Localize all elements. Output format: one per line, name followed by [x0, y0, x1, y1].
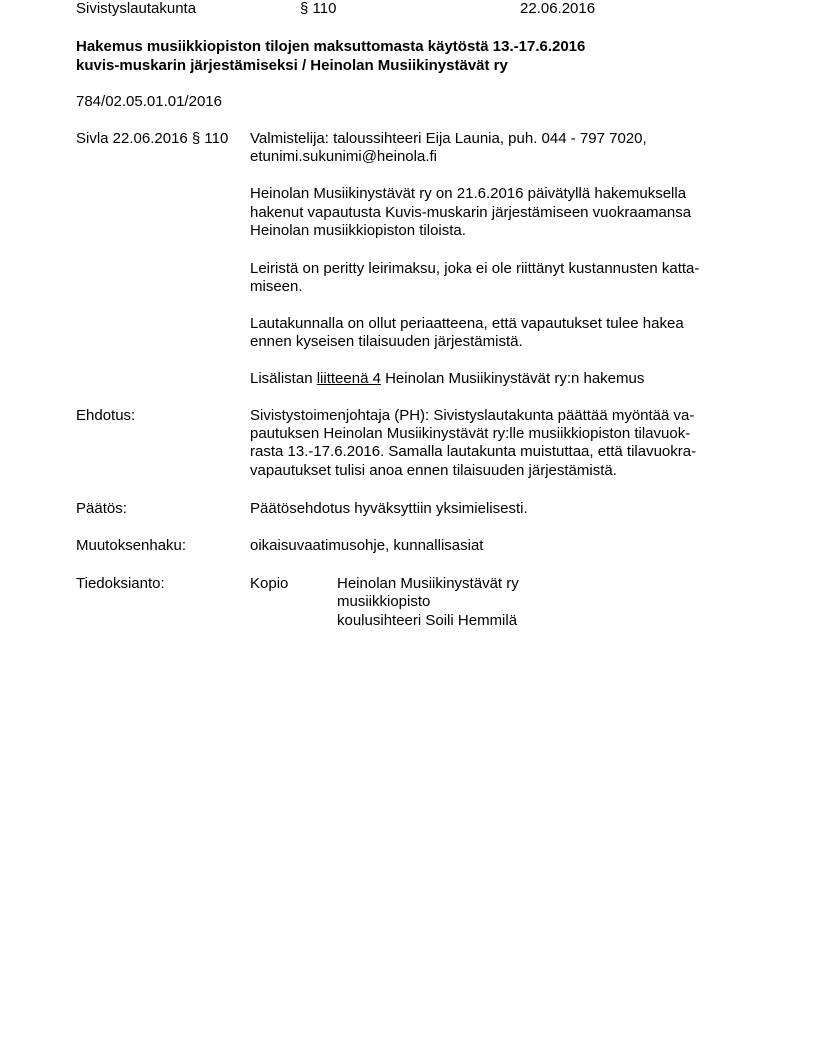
notification-label: Tiedoksianto: — [76, 575, 165, 592]
paragraph-2-line-1: Leiristä on peritty leirimaksu, joka ei ole riittänyt kustannusten katta- — [250, 260, 700, 277]
proposal-line-2: pautuksen Heinolan Musiikinystävät ry:lle musiikkiopiston tilavuok- — [250, 425, 691, 442]
preparation-label: Sivla 22.06.2016 § 110 — [76, 130, 229, 147]
paragraph-1-line-3: Heinolan musiikkiopiston tiloista. — [250, 222, 466, 239]
document-title-line-2: kuvis-muskarin järjestämiseksi / Heinolan Musiikinystävät ry — [76, 57, 508, 74]
meeting-date: 22.06.2016 — [520, 0, 596, 17]
section-number: § 110 — [300, 0, 337, 17]
proposal-line-3: rasta 13.-17.6.2016. Samalla lautakunta muistuttaa, että tilavuokra- — [250, 443, 697, 460]
appeal-text: oikaisuvaatimusohje, kunnallisasiat — [250, 537, 484, 554]
recipient-2: musiikkiopisto — [337, 593, 431, 610]
record-number: 784/02.05.01.01/2016 — [76, 93, 222, 110]
paragraph-2-line-2: miseen. — [250, 278, 303, 295]
proposal-line-1: Sivistystoimenjohtaja (PH): Sivistyslautakunta päättää myöntää va- — [250, 407, 695, 424]
attachment-link[interactable]: liitteenä 4 — [316, 370, 381, 387]
proposal-label: Ehdotus: — [76, 407, 136, 424]
paragraph-3-line-1: Lautakunnalla on ollut periaatteena, että vapautukset tulee hakea — [250, 315, 684, 332]
attachment-reference — [250, 370, 644, 389]
recipient-1: Heinolan Musiikinystävät ry — [337, 575, 519, 592]
appeal-label: Muutoksenhaku: — [76, 537, 187, 554]
recipient-3: koulusihteeri Soili Hemmilä — [337, 612, 518, 629]
preparer-line-2: etunimi.sukunimi@heinola.fi — [250, 148, 437, 165]
proposal-line-4: vapautukset tulisi anoa ennen tilaisuuden järjestämistä. — [250, 462, 617, 479]
decision-text: Päätösehdotus hyväksyttiin yksimielisesti. — [250, 500, 528, 517]
paragraph-1-line-2: hakenut vapautusta Kuvis-muskarin järjestämiseen vuokraamansa — [250, 204, 692, 221]
paragraph-3-line-2: ennen kyseisen tilaisuuden järjestämistä. — [250, 333, 523, 350]
paragraph-1-line-1: Heinolan Musiikinystävät ry on 21.6.2016 päivätyllä hakemuksella — [250, 185, 687, 202]
preparer-line-1: Valmistelija: taloussihteeri Eija Launia, puh. 044 - 797 7020, — [250, 130, 647, 147]
decision-label: Päätös: — [76, 500, 127, 517]
attachment-suffix: Heinolan Musiikinystävät ry:n hakemus — [380, 370, 645, 387]
document-title-line-1: Hakemus musiikkiopiston tilojen maksuttomasta käytöstä 13.-17.6.2016 — [76, 38, 586, 55]
copy-label: Kopio — [250, 575, 289, 592]
attachment-prefix: Lisälistan — [250, 370, 317, 387]
committee-name: Sivistyslautakunta — [76, 0, 197, 17]
